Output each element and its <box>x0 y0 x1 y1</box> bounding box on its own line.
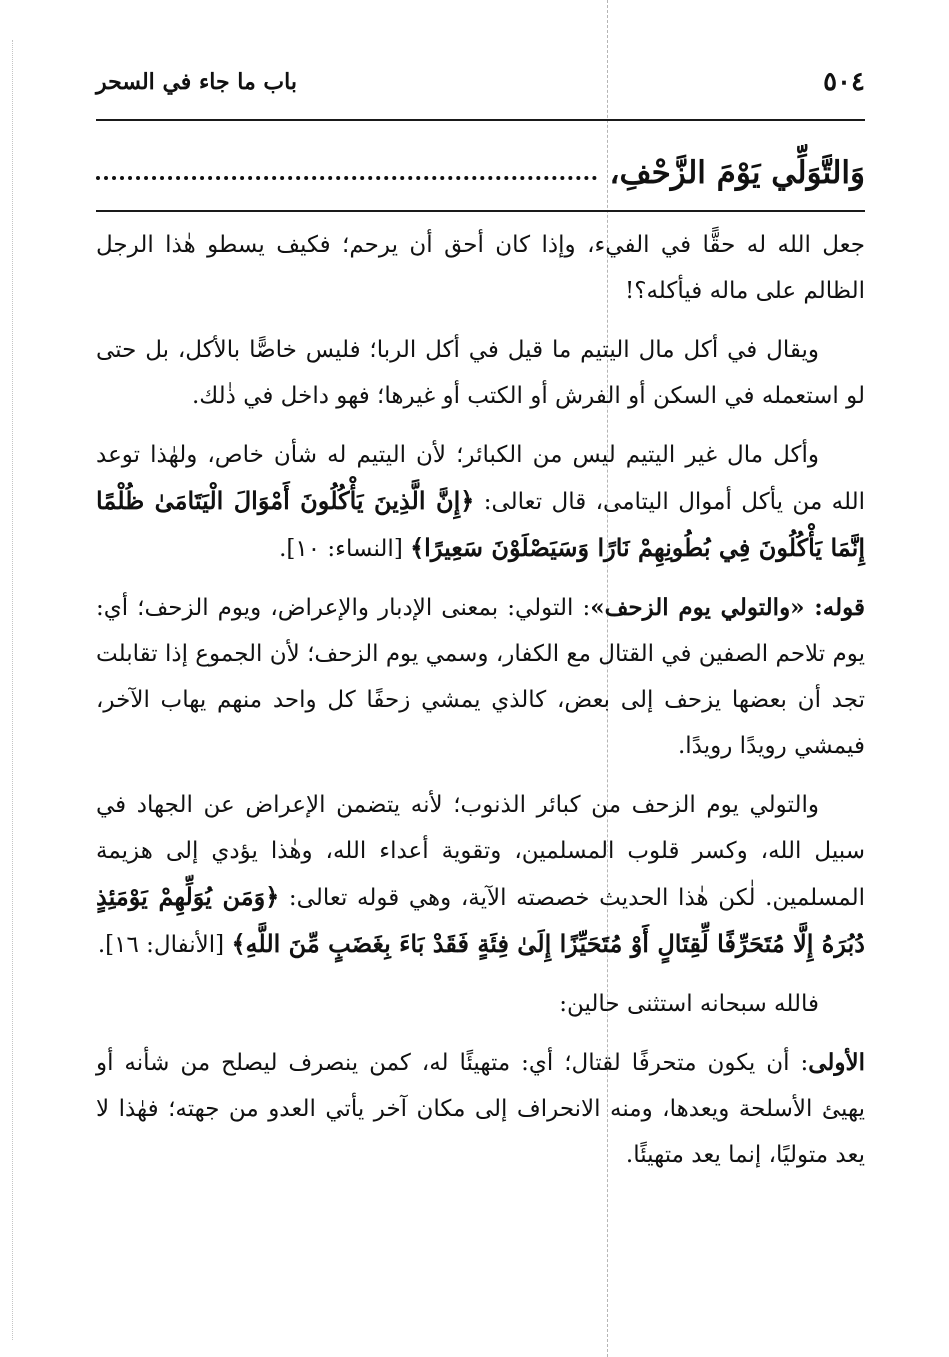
paragraph-7-text: : أن يكون متحرفًا لقتال؛ أي: متهيئًا له، كمن ينصرف ليصلح من شأنه أو يهيئ الأسلحة ويعدها، ومنه الانحراف إلى مكان آخر يأتي العدو من جهته؛ فهٰذا لا يعد متوليًا، إنما يعد متهيئًا. <box>96 1050 865 1168</box>
matn-text: وَالتَّوَلِّي يَوْمَ الزَّحْفِ، <box>609 154 865 191</box>
paragraph-2-text: ويقال في أكل مال اليتيم ما قيل في أكل الربا؛ فليس خاصًّا بالأكل، بل حتى لو استعمله في السكن أو الفرش أو الكتب أو غيرها؛ فهو داخل في ذٰلك. <box>96 337 865 409</box>
paragraph-5-text: والتولي يوم الزحف من كبائر الذنوب؛ لأنه يتضمن الإعراض عن الجهاد في سبيل الله، وكسر قلوب المسلمين، وتقوية أعداء الله، وهٰذا يؤدي إلى هزيمة المسلمين. لٰكن هٰذا الحديث خصصته الآية، وهي قوله تعالى: <box>96 792 865 911</box>
verse-reference-anfal: [الأنفال: ١٦]. <box>97 932 232 958</box>
paragraph-5 <box>96 782 865 968</box>
quoted-matn-lead: قوله: «والتولي يوم الزحف» <box>590 594 865 621</box>
paragraph-1-text: جعل الله له حقًّا في الفيء، وإذا كان أحق أن يرحم؛ فكيف يسطو هٰذا الرجل الظالم على ماله فيأكله؟! <box>96 232 865 304</box>
paragraph-6 <box>96 981 865 1027</box>
paragraph-4 <box>96 585 865 769</box>
paragraph-1 <box>96 222 865 314</box>
paragraph-7 <box>96 1040 865 1178</box>
first-case-label: الأولى <box>808 1049 865 1076</box>
quran-verse-anfal: ﴿وَمَن يُوَلِّهِمْ يَوْمَئِذٍ دُبُرَهُ إِلَّا مُتَحَرِّفًا لِّقِتَالٍ أَوْ مُتَحَيِّزًا إِلَىٰ فِئَةٍ فَقَدْ بَاءَ بِغَضَبٍ مِّنَ اللَّهِ﴾ <box>96 882 865 958</box>
paragraph-6-text: فالله سبحانه استثنى حالين: <box>559 991 819 1017</box>
matn-rule <box>96 210 865 212</box>
page-number: ٥٠٤ <box>823 67 865 97</box>
paragraph-2 <box>96 327 865 419</box>
running-header <box>96 58 865 106</box>
paragraph-3-text: وأكل مال غير اليتيم ليس من الكبائر؛ لأن اليتيم له شأن خاص، ولهٰذا توعد الله من يأكل أموال اليتامى، قال تعالى: <box>96 442 865 515</box>
quran-verse-nisa: ﴿إِنَّ الَّذِينَ يَأْكُلُونَ أَمْوَالَ الْيَتَامَىٰ ظُلْمًا إِنَّمَا يَأْكُلُونَ فِي بُطُونِهِمْ نَارًا وَسَيَصْلَوْنَ سَعِيرًا﴾ <box>96 486 865 562</box>
matn-line <box>96 130 865 196</box>
scan-edge-line <box>12 40 13 1340</box>
paragraph-4-text: : التولي: بمعنى الإدبار والإعراض، ويوم الزحف؛ أي: يوم تلاحم الصفين في القتال مع الكفار، وسمي يوم الزحف؛ لأن الجموع إذا تقابلت تجد أن بعضها يزحف إلى بعض، كالذي يمشي زحفًا كل واحد منهم يهاب الآخر، فيمشي رويدًا رويدًا. <box>96 595 865 759</box>
paragraph-3 <box>96 432 865 572</box>
chapter-title: باب ما جاء في السحر <box>96 69 297 95</box>
verse-reference-nisa: [النساء: ١٠]. <box>279 536 411 562</box>
header-rule <box>96 119 865 121</box>
matn-dotted-leader <box>96 176 597 180</box>
commentary-body <box>96 222 865 1191</box>
